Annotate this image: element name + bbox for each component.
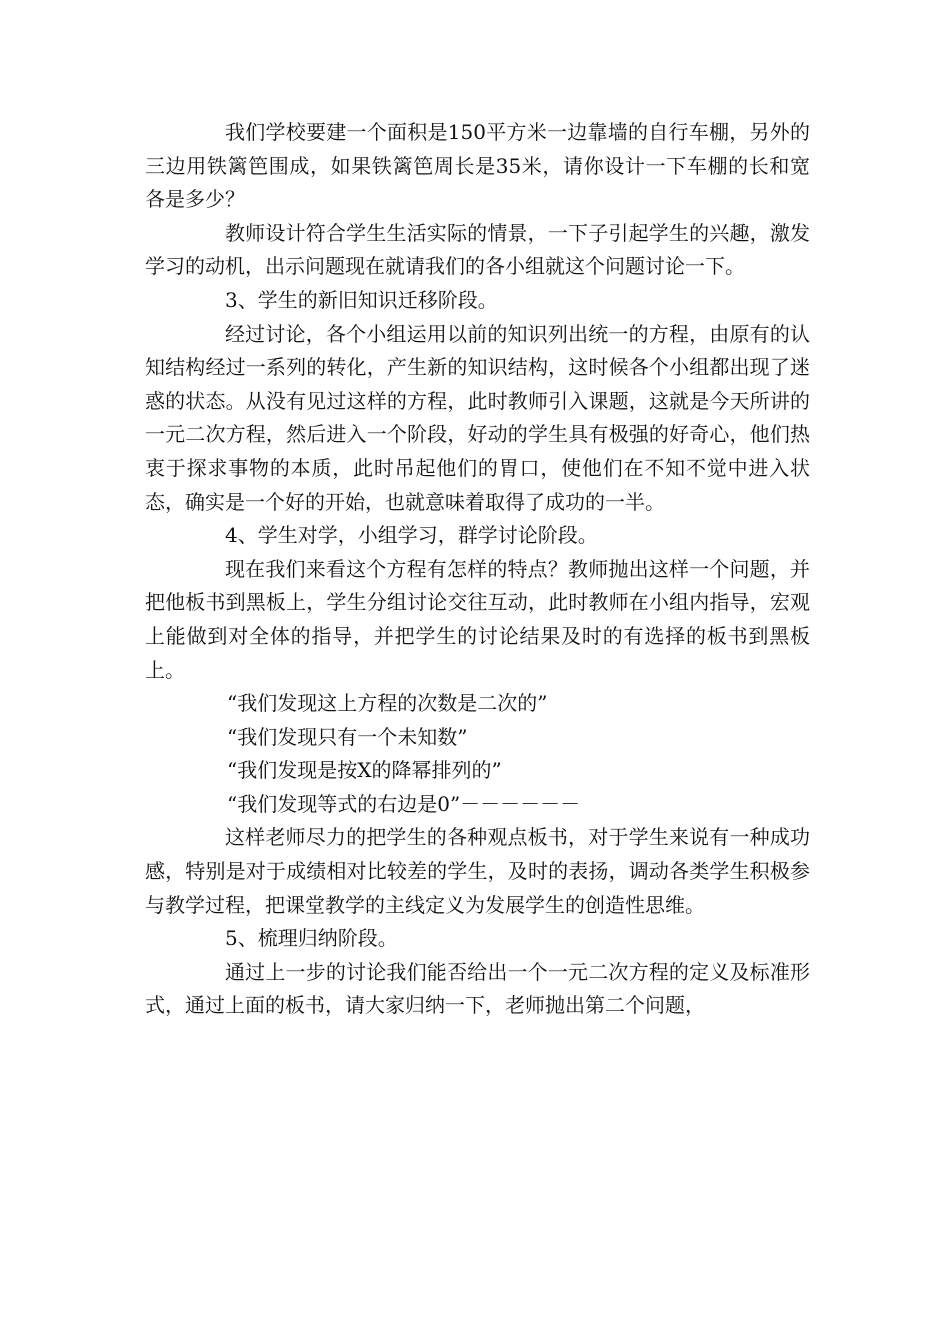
quote-one-unknown: “我们发现只有一个未知数” (227, 724, 468, 749)
quote-descending-powers: “我们发现是按X的降幂排列的” (227, 758, 502, 783)
paragraph-equation-features: 现在我们来看这个方程有怎样的特点？教师抛出这样一个问题，并把他板书到黑板上，学生分组讨论交往互动，此时教师在小组内指导，宏观上能做到对全体的指导，并把学生的讨论结果及时的有选择的板书到黑板上。 (145, 556, 810, 682)
section-heading-4: 4、学生对学，小组学习，群学讨论阶段。 (225, 523, 598, 548)
section-heading-3: 3、学生的新旧知识迁移阶段。 (225, 287, 498, 312)
paragraph-bike-shed-problem: 我们学校要建一个面积是150平方米一边靠墙的自行车棚，另外的三边用铁篱笆围成，如果铁篱笆周长是35米，请你设计一下车棚的长和宽各是多少？ (145, 120, 810, 212)
paragraph-knowledge-transfer: 经过讨论，各个小组运用以前的知识列出统一的方程，由原有的认知结构经过一系列的转化，产生新的知识结构，这时候各个小组都出现了迷惑的状态。从没有见过这样的方程，此时教师引入课题，这就是今天所讲的一元二次方程，然后进入一个阶段，好动的学生具有极强的好奇心，他们热衷于探求事物的本质，此时吊起他们的胃口，使他们在不知不觉中进入状态，确实是一个好的开始，也就意味着取得了成功的一半。 (145, 321, 810, 514)
paragraph-student-viewpoints: 这样老师尽力的把学生的各种观点板书，对于学生来说有一种成功感，特别是对于成绩相对比较差的学生，及时的表扬，调动各类学生积极参与教学过程，把课堂教学的主线定义为发展学生的创造性思维。 (145, 825, 810, 917)
document-body (145, 116, 810, 1023)
section-heading-5: 5、梳理归纳阶段。 (225, 926, 398, 951)
quote-second-degree: “我们发现这上方程的次数是二次的” (227, 691, 548, 716)
paragraph-teacher-scenario: 教师设计符合学生生活实际的情景，一下子引起学生的兴趣，激发学习的动机，出示问题现在就请我们的各小组就这个问题讨论一下。 (145, 220, 810, 279)
paragraph-summarize-definition: 通过上一步的讨论我们能否给出一个一元二次方程的定义及标准形式，通过上面的板书，请大家归纳一下，老师抛出第二个问题， (145, 959, 810, 1018)
quote-right-side-zero: “我们发现等式的右边是0”－－－－－－ (227, 791, 581, 816)
